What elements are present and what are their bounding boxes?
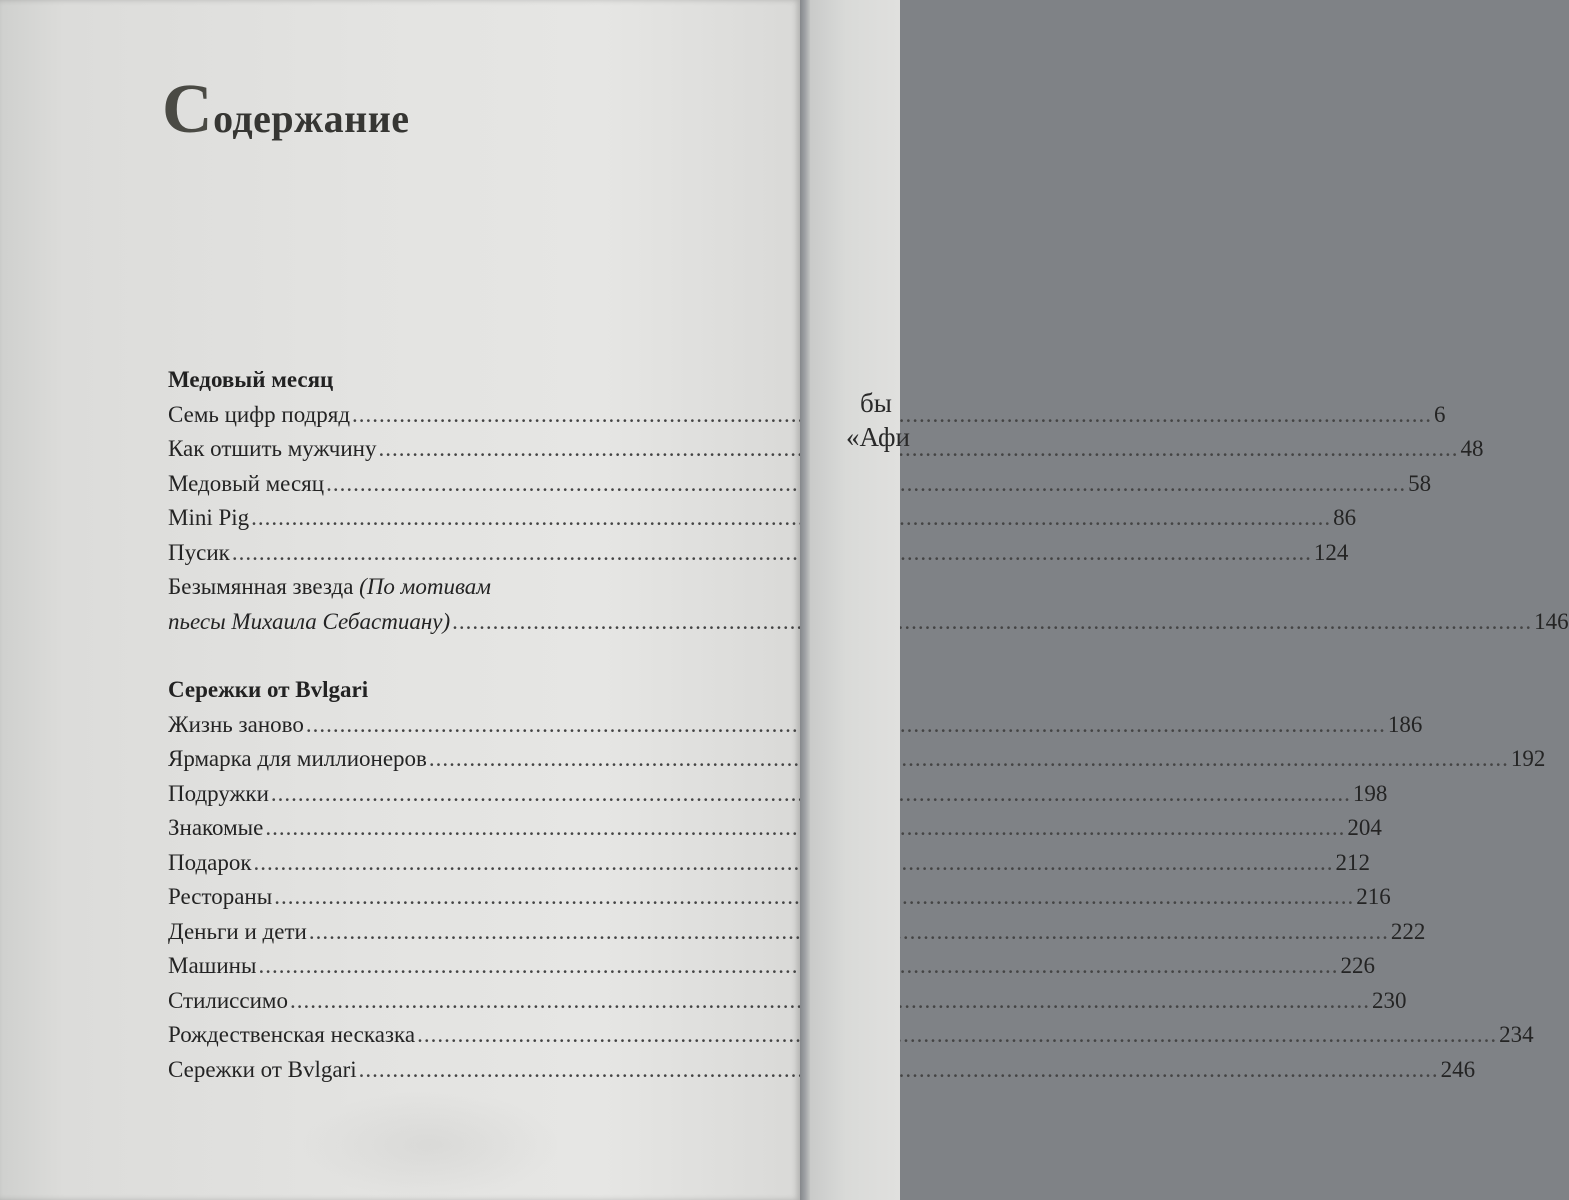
toc-entry-page: 186 [1387, 711, 1423, 737]
section-heading-1: Медовый месяц [168, 367, 334, 392]
dot-leader [429, 742, 1509, 777]
toc-entry-subtitle: (По мотивам [359, 574, 491, 599]
toc-entry [168, 501, 1357, 536]
toc-entry [168, 984, 1407, 1019]
book-page-right [810, 0, 900, 1200]
toc-entry-title: Стилиссимо [168, 987, 288, 1013]
toc-entry-title: Пусик [168, 539, 230, 565]
section-heading-2: Сережки от Bvlgari [168, 677, 369, 702]
title-rest: одержание [213, 96, 410, 141]
toc-entry-multiline-second [168, 605, 1569, 640]
toc-entry-page: 216 [1356, 884, 1391, 909]
toc-entry-title: Жизнь заново [168, 711, 304, 737]
toc-entry [168, 811, 1382, 846]
toc-entry-page: 204 [1347, 815, 1382, 840]
toc-entry-title: Сережки от Bvlgari [168, 1056, 357, 1082]
toc-entry [168, 880, 1391, 915]
toc-entry-page: 246 [1440, 1056, 1476, 1082]
toc-entry-page: 124 [1313, 539, 1349, 565]
toc-entry-page: 192 [1510, 746, 1546, 771]
toc-entry-page: 234 [1499, 1022, 1534, 1047]
toc-entry-title: Как отшить мужчину [168, 436, 377, 461]
dot-leader [232, 536, 1312, 571]
toc-entry-title: Семь цифр подряд [168, 401, 351, 427]
toc-entry [168, 777, 1388, 812]
toc-entry [168, 467, 1432, 502]
toc-entry-title: Рождественская несказка [168, 1022, 416, 1047]
toc-entry [168, 536, 1349, 571]
toc-entry-page: 6 [1434, 401, 1446, 427]
title-initial-letter: С [162, 71, 214, 148]
toc-entry [168, 915, 1426, 950]
opposite-page-text-line-2: «Афи [846, 422, 910, 452]
toc-entry [168, 846, 1371, 881]
toc-entry-title: Машины [168, 953, 257, 978]
book-gutter [800, 0, 810, 1200]
toc-entry [168, 949, 1375, 984]
toc-entry-page: 86 [1333, 505, 1357, 530]
toc-entry-page: 146 [1534, 608, 1569, 634]
toc-entry-title: Безымянная звезда [168, 574, 360, 599]
toc-entry-title: Подарок [168, 849, 252, 875]
dot-leader [254, 846, 1334, 881]
dot-leader [378, 432, 1458, 467]
toc-entry-page: 226 [1340, 953, 1375, 978]
dot-leader [258, 949, 1338, 984]
toc-entry-page: 198 [1352, 780, 1388, 806]
page-title [162, 70, 410, 150]
toc-entry-subtitle: пьесы Михаила Себастиану) [168, 608, 451, 634]
dot-leader [452, 605, 1532, 640]
page-stain [300, 1090, 560, 1200]
section-spacer [168, 639, 704, 673]
toc-entry-title: Деньги и дети [168, 918, 307, 944]
toc-entry [168, 1053, 1476, 1088]
toc-entry-multiline-first [168, 570, 704, 605]
toc-entry-title: Ярмарка для миллионеров [168, 746, 427, 771]
toc-entry-title: Знакомые [168, 815, 264, 840]
toc-entry-title: Рестораны [168, 884, 273, 909]
dot-leader [251, 501, 1331, 536]
toc-entry-page: 58 [1408, 470, 1432, 496]
toc-entry-page: 48 [1460, 436, 1484, 461]
toc-entry [168, 708, 1423, 743]
toc-entry-title: Mini Pig [168, 505, 250, 530]
toc-entry-title: Подружки [168, 780, 269, 806]
dot-leader [417, 1018, 1497, 1053]
toc-entry-title: Медовый месяц [168, 470, 325, 496]
toc-entry [168, 742, 1546, 777]
toc-entry-page: 230 [1371, 987, 1407, 1013]
toc-entry-page: 212 [1335, 849, 1371, 875]
opposite-page-text-line-1: бы [860, 388, 892, 418]
toc-entry-page: 222 [1390, 918, 1426, 944]
toc-entry [168, 1018, 1534, 1053]
